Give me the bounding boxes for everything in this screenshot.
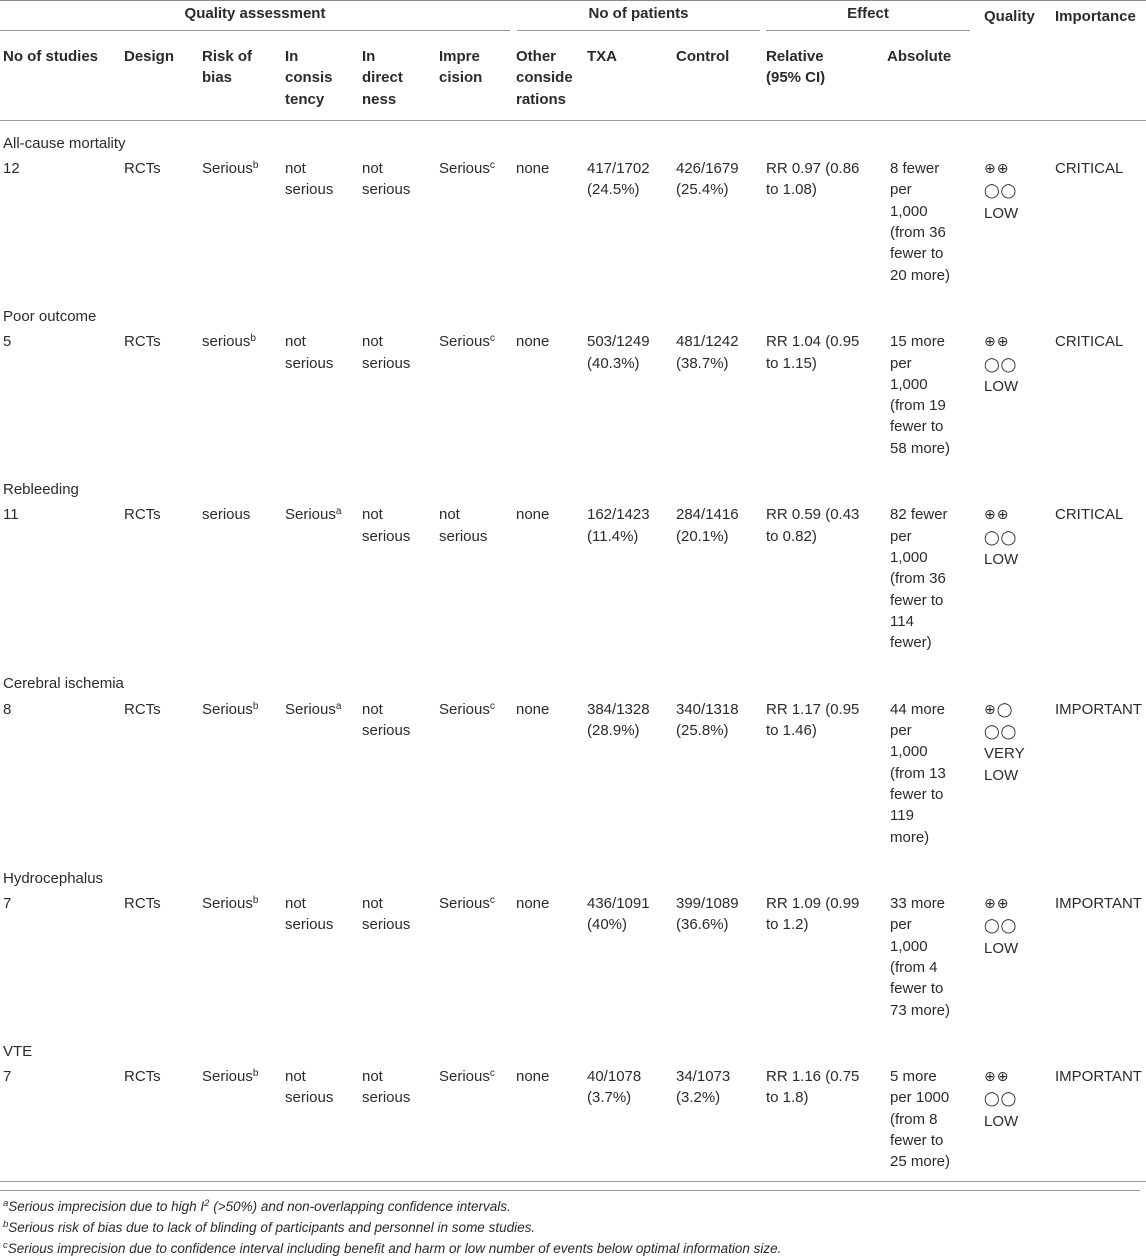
quality-cell <box>976 695 1054 856</box>
imprecision-cell: Serious$^c$ <box>439 700 495 718</box>
quality-cell <box>976 154 1054 294</box>
absolute-effect-cell: 44 more per 1,000 (from 13 fewer to 119 more) <box>890 700 946 846</box>
col-txa: TXA <box>587 48 617 65</box>
inconsistency-cell: not serious <box>285 1068 334 1107</box>
other-considerations-cell: none <box>516 506 550 524</box>
col-imprecision: Impre cision <box>439 48 483 87</box>
control-cell: 284/1416 (20.1%) <box>676 506 739 545</box>
importance-cell: CRITICAL <box>1055 160 1124 178</box>
control-cell: 340/1318 (25.8%) <box>676 700 739 740</box>
risk-of-bias-cell: serious <box>202 506 251 524</box>
txa-cell: 40/1078 (3.7%) <box>587 1068 642 1107</box>
outcome-data-row <box>0 500 1146 661</box>
no-of-studies-cell: 12 <box>3 160 20 178</box>
inconsistency-cell: Serious$^a$ <box>285 700 342 718</box>
design-cell: RCTs <box>124 1068 161 1086</box>
no-of-studies-cell: 8 <box>3 700 12 718</box>
footnote-c: $^c$Serious imprecision due to confidence interval including benefit and harm or low number of events below optimal information size. <box>3 1239 782 1256</box>
col-inconsistency: In consis tency <box>285 48 333 108</box>
imprecision-cell: Serious$^c$ <box>439 895 495 913</box>
other-considerations-cell: none <box>516 160 550 178</box>
indirectness-cell: not serious <box>362 1068 411 1107</box>
relative-effect-cell: RR 0.97 (0.86 to 1.08) <box>766 160 860 199</box>
quality-rating-symbols: ⊕⊕ <box>984 334 1010 351</box>
txa-cell: 436/1091 (40%) <box>587 895 650 934</box>
col-relative: Relative (95% CI) <box>766 48 826 87</box>
outcome-section-row <box>0 856 1146 889</box>
footnotes <box>0 1190 1140 1259</box>
absolute-effect-cell: 8 fewer per 1,000 (from 36 fewer to 20 more) <box>890 160 951 284</box>
absolute-effect-cell: 5 more per 1000 (from 8 fewer to 25 more) <box>890 1068 951 1171</box>
indirectness-cell: not serious <box>362 506 411 545</box>
risk-of-bias-cell: Serious$^b$ <box>202 895 259 913</box>
quality-rating-symbols: ◯◯ <box>984 724 1018 741</box>
quality-label: LOW <box>984 204 1019 222</box>
importance-cell: IMPORTANT <box>1055 1068 1142 1086</box>
group-no-of-patients-label: No of patients <box>517 3 760 31</box>
col-design: Design <box>124 48 175 65</box>
control-cell: 481/1242 (38.7%) <box>676 333 739 372</box>
quality-cell <box>976 327 1054 467</box>
inconsistency-cell: not serious <box>285 333 334 372</box>
col-control: Control <box>676 48 730 65</box>
indirectness-cell: not serious <box>362 700 411 740</box>
outcome-data-row <box>0 889 1146 1029</box>
quality-label: LOW <box>984 1112 1019 1130</box>
risk-of-bias-cell: Serious$^b$ <box>202 160 259 178</box>
inconsistency-cell: Serious$^a$ <box>285 506 342 524</box>
quality-rating-symbols: ⊕⊕ <box>984 896 1010 913</box>
importance-cell: IMPORTANT <box>1055 895 1142 913</box>
col-indirectness: In direct ness <box>362 48 403 108</box>
quality-rating-symbols: ⊕⊕ <box>984 507 1010 524</box>
col-risk-of-bias: Risk of bias <box>202 48 253 87</box>
col-absolute: Absolute <box>887 48 952 65</box>
relative-effect-cell: RR 0.59 (0.43 to 0.82) <box>766 506 860 545</box>
quality-rating-symbols: ◯◯ <box>984 1091 1018 1108</box>
group-quality <box>976 1 1054 34</box>
quality-rating-symbols: ◯◯ <box>984 529 1018 546</box>
group-importance-label: Importance <box>1055 8 1136 26</box>
importance-cell: CRITICAL <box>1055 333 1124 351</box>
outcome-section-row <box>0 1029 1146 1062</box>
header-group-row <box>0 1 1146 34</box>
outcome-name: All-cause mortality <box>3 134 126 152</box>
indirectness-cell: not serious <box>362 895 411 934</box>
quality-rating-symbols: ⊕◯ <box>984 701 1014 718</box>
group-no-of-patients <box>587 1 766 34</box>
outcome-section-row <box>0 661 1146 694</box>
inconsistency-cell: not serious <box>285 160 334 199</box>
outcome-name: VTE <box>3 1042 33 1060</box>
design-cell: RCTs <box>124 160 161 178</box>
outcome-data-row <box>0 695 1146 856</box>
col-other-considerations: Other conside rations <box>516 48 573 108</box>
outcome-data-row <box>0 327 1146 467</box>
relative-effect-cell: RR 1.09 (0.99 to 1.2) <box>766 895 860 934</box>
relative-effect-cell: RR 1.17 (0.95 to 1.46) <box>766 700 860 740</box>
group-quality-label: Quality <box>984 8 1035 26</box>
group-quality-assessment-label: Quality assessment <box>0 3 510 31</box>
outcome-section-row <box>0 120 1146 154</box>
no-of-studies-cell: 7 <box>3 1068 12 1086</box>
outcome-name: Hydrocephalus <box>3 869 104 887</box>
risk-of-bias-cell: Serious$^b$ <box>202 700 259 718</box>
footnote-b: $^b$Serious risk of bias due to lack of blinding of participants and personnel in some studies. <box>3 1218 536 1235</box>
quality-label: LOW <box>984 377 1019 395</box>
risk-of-bias-cell: Serious$^b$ <box>202 1068 259 1086</box>
outcome-rows <box>0 120 1146 1181</box>
quality-label: VERY LOW <box>984 745 1025 784</box>
other-considerations-cell: none <box>516 700 550 718</box>
absolute-effect-cell: 82 fewer per 1,000 (from 36 fewer to 114 fewer) <box>890 506 948 652</box>
quality-label: LOW <box>984 939 1019 957</box>
absolute-effect-cell: 15 more per 1,000 (from 19 fewer to 58 more) <box>890 333 951 457</box>
imprecision-cell: not serious <box>439 506 488 545</box>
quality-rating-symbols: ◯◯ <box>984 918 1018 935</box>
control-cell: 426/1679 (25.4%) <box>676 160 739 199</box>
absolute-effect-cell: 33 more per 1,000 (from 4 fewer to 73 more) <box>890 895 951 1019</box>
txa-cell: 384/1328 (28.9%) <box>587 700 650 740</box>
quality-cell <box>976 500 1054 661</box>
col-no-of-studies: No of studies <box>3 48 99 65</box>
outcome-name: Poor outcome <box>3 307 97 325</box>
outcome-data-row <box>0 1062 1146 1181</box>
no-of-studies-cell: 11 <box>3 506 19 524</box>
quality-rating-symbols: ⊕⊕ <box>984 1069 1010 1086</box>
txa-cell: 503/1249 (40.3%) <box>587 333 650 372</box>
relative-effect-cell: RR 1.16 (0.75 to 1.8) <box>766 1068 860 1107</box>
txa-cell: 417/1702 (24.5%) <box>587 160 650 199</box>
importance-cell: IMPORTANT <box>1055 700 1142 718</box>
design-cell: RCTs <box>124 506 161 524</box>
outcome-section-row <box>0 294 1146 327</box>
design-cell: RCTs <box>124 333 161 351</box>
txa-cell: 162/1423 (11.4%) <box>587 506 650 545</box>
outcome-data-row <box>0 154 1146 294</box>
group-quality-assessment <box>0 1 516 34</box>
quality-label: LOW <box>984 550 1019 568</box>
imprecision-cell: Serious$^c$ <box>439 333 495 351</box>
imprecision-cell: Serious$^c$ <box>439 160 495 178</box>
other-considerations-cell: none <box>516 1068 550 1086</box>
design-cell: RCTs <box>124 700 161 718</box>
other-considerations-cell: none <box>516 333 550 351</box>
risk-of-bias-cell: serious$^b$ <box>202 333 256 351</box>
inconsistency-cell: not serious <box>285 895 334 934</box>
quality-rating-symbols: ◯◯ <box>984 183 1018 200</box>
indirectness-cell: not serious <box>362 160 411 199</box>
quality-rating-symbols: ◯◯ <box>984 356 1018 373</box>
group-effect <box>766 1 976 34</box>
footnote-a: $^a$Serious imprecision due to high $I^2$ (>50%) and non-overlapping confidence intervals. <box>3 1197 511 1214</box>
outcome-name: Cerebral ischemia <box>3 675 124 693</box>
design-cell: RCTs <box>124 895 161 913</box>
group-effect-label: Effect <box>766 3 970 31</box>
no-of-studies-cell: 5 <box>3 333 12 351</box>
quality-cell <box>976 1062 1054 1181</box>
control-cell: 34/1073 (3.2%) <box>676 1068 731 1107</box>
quality-rating-symbols: ⊕⊕ <box>984 161 1010 178</box>
imprecision-cell: Serious$^c$ <box>439 1068 495 1086</box>
outcome-name: Rebleeding <box>3 481 79 499</box>
control-cell: 399/1089 (36.6%) <box>676 895 739 934</box>
quality-cell <box>976 889 1054 1029</box>
outcome-section-row <box>0 467 1146 500</box>
other-considerations-cell: none <box>516 895 550 913</box>
group-importance <box>1054 1 1146 34</box>
indirectness-cell: not serious <box>362 333 411 372</box>
no-of-studies-cell: 7 <box>3 895 12 913</box>
relative-effect-cell: RR 1.04 (0.95 to 1.15) <box>766 333 860 372</box>
column-header-row <box>0 33 1146 120</box>
importance-cell: CRITICAL <box>1055 506 1124 524</box>
